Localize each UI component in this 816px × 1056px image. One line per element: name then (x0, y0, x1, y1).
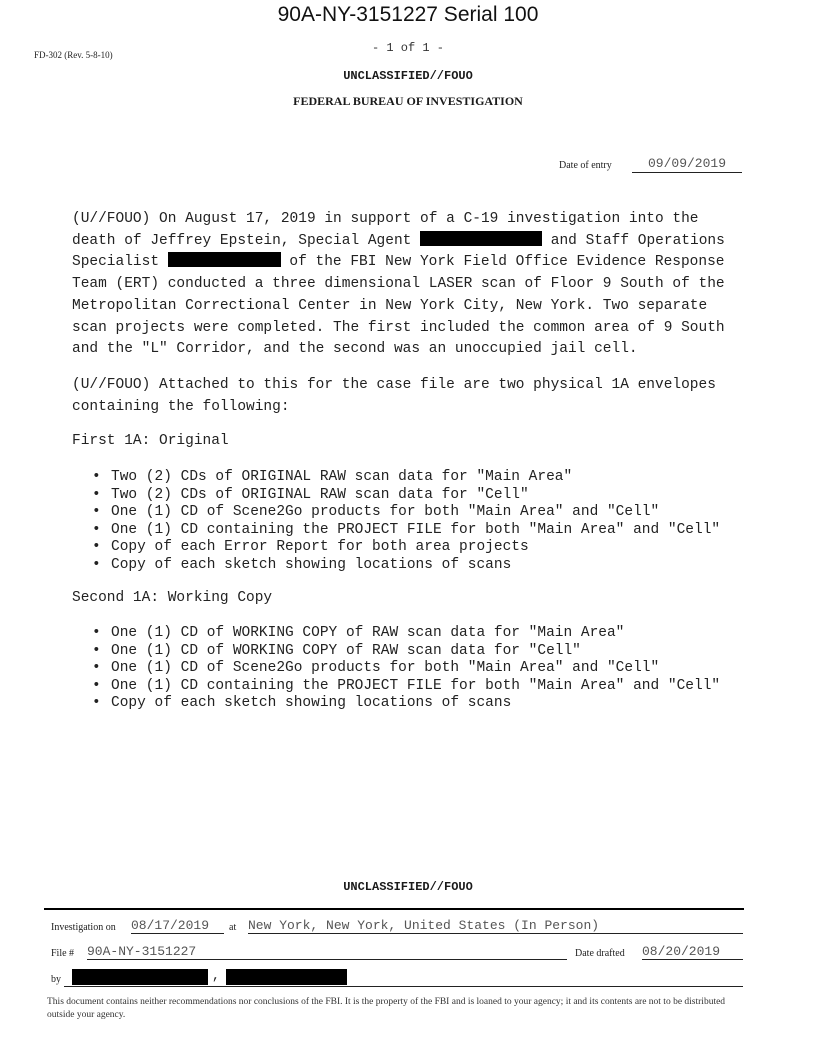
list-item-text: One (1) CD of Scene2Go products for both "Main Area" and "Cell" (111, 504, 660, 521)
file-number-label: File # (51, 948, 75, 959)
list-item-text: One (1) CD of WORKING COPY of RAW scan data for "Cell" (111, 642, 581, 659)
list-item-text: One (1) CD containing the PROJECT FILE for both "Main Area" and "Cell" (111, 677, 721, 694)
file-number: 90A-NY-3151227 (87, 944, 567, 960)
paragraph-text: (U//FOUO) On August 17, 2019 in support of a C-19 investigation into the death of Jeffrey Epstein, Special Agent (72, 211, 699, 249)
disclaimer: This document contains neither recommendations nor conclusions of the FBI. It is the property of the FBI and is loaned to your agency; it and its contents are not to be distributed outside your agency. (47, 997, 726, 1020)
list-item (92, 469, 772, 487)
bullet-icon: • (92, 486, 101, 503)
redaction-block (72, 969, 208, 985)
redaction-block (420, 231, 542, 246)
section-heading-working-copy: Second 1A: Working Copy (72, 590, 273, 606)
date-drafted: 08/20/2019 (642, 944, 743, 960)
paragraph-attachments: (U//FOUO) Attached to this for the case file are two physical 1A envelopes containing the following: (72, 377, 716, 415)
list-item-text: Two (2) CDs of ORIGINAL RAW scan data for "Cell" (111, 486, 529, 503)
by-label: by (51, 974, 61, 985)
bullet-icon: • (92, 695, 101, 712)
list-item (92, 539, 772, 557)
agency-name: FEDERAL BUREAU OF INVESTIGATION (293, 94, 523, 108)
bullet-icon: • (92, 469, 101, 485)
original-items-list (92, 469, 772, 575)
list-item (92, 660, 772, 678)
bullet-icon: • (92, 539, 101, 556)
investigation-date: 08/17/2019 (131, 918, 224, 934)
redaction-block (226, 969, 347, 985)
paragraph-text: of the FBI New York Field Office Evidence Response Team (ERT) conducted a three dimensional LASER scan of Floor 9 South of the Metropolitan Correctional Center in New York City, New York. Two separate scan projects were completed. The first included the common area of 9 South and the "L" Corridor, and the second was an unoccupied jail cell. (72, 254, 725, 358)
bullet-icon: • (92, 642, 101, 659)
author-line (64, 968, 743, 987)
document-serial-header: 90A-NY-3151227 Serial 100 (277, 3, 539, 26)
paragraph-scan-summary (72, 209, 742, 361)
form-id: FD-302 (Rev. 5-8-10) (34, 50, 113, 60)
working-copy-items-list (92, 625, 772, 713)
list-item (92, 522, 772, 540)
list-item-text: Two (2) CDs of ORIGINAL RAW scan data for "Main Area" (111, 469, 573, 485)
paragraph-text: and Staff Operations Specialist (72, 232, 725, 271)
list-item-text: One (1) CD containing the PROJECT FILE for both "Main Area" and "Cell" (111, 521, 721, 538)
classification-top: UNCLASSIFIED//FOUO (343, 69, 473, 83)
at-label: at (229, 922, 237, 933)
bullet-icon: • (92, 504, 101, 521)
list-item (92, 487, 772, 505)
list-item (92, 643, 772, 661)
investigation-on-label: Investigation on (51, 922, 116, 933)
bullet-icon: • (92, 625, 101, 641)
list-item (92, 625, 772, 643)
list-item (92, 678, 772, 696)
page-number: - 1 of 1 - (371, 41, 444, 55)
bullet-icon: • (92, 521, 101, 538)
list-item (92, 695, 772, 713)
list-item-text: One (1) CD of Scene2Go products for both "Main Area" and "Cell" (111, 660, 660, 677)
date-of-entry-value: 09/09/2019 (632, 156, 742, 173)
footer-divider (44, 908, 744, 910)
classification-bottom: UNCLASSIFIED//FOUO (343, 880, 473, 894)
redaction-block (168, 252, 281, 267)
investigation-location: New York, New York, United States (In Person) (248, 918, 743, 934)
section-heading-original: First 1A: Original (72, 433, 229, 449)
list-item-text: One (1) CD of WORKING COPY of RAW scan data for "Main Area" (111, 625, 625, 641)
list-item-text: Copy of each Error Report for both area projects (111, 539, 529, 556)
bullet-icon: • (92, 677, 101, 694)
list-item-text: Copy of each sketch showing locations of scans (111, 695, 512, 712)
date-drafted-label: Date drafted (575, 948, 625, 959)
list-item (92, 504, 772, 522)
author-separator: , (212, 968, 220, 983)
bullet-icon: • (92, 556, 101, 573)
list-item-text: Copy of each sketch showing locations of scans (111, 556, 512, 573)
date-of-entry-label: Date of entry (559, 160, 612, 171)
bullet-icon: • (92, 660, 101, 677)
list-item (92, 557, 772, 575)
